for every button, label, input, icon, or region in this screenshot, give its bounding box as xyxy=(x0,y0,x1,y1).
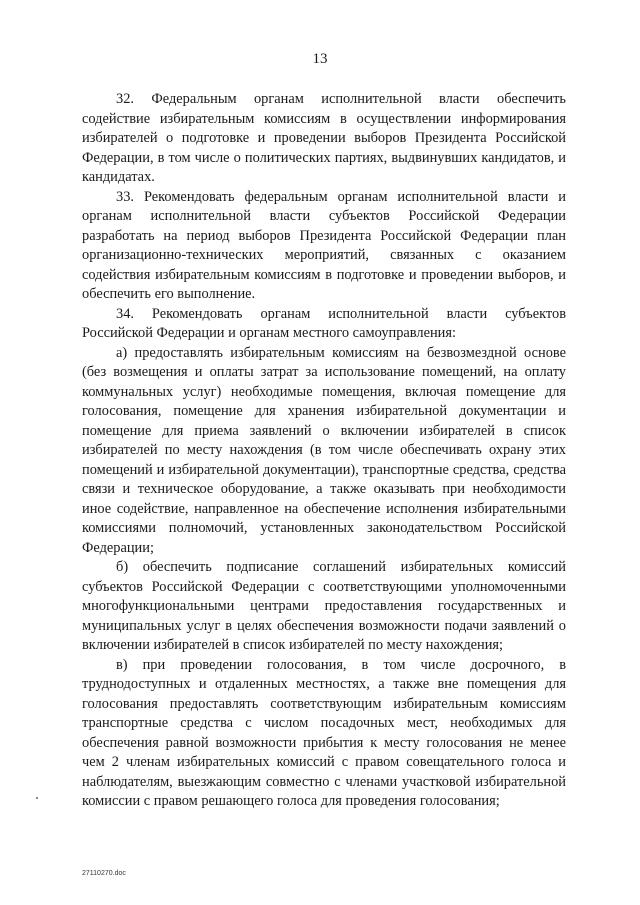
paragraph-34-v: в) при проведении голосования, в том числе досрочного, в труднодоступных и отдаленных местностях, а также вне помещения для голосования предоставлять соответствующим избирательным комиссиям транспортные средства с числом посадочных мест, необходимых для обеспечения равной возможности прибытия к месту голосования не менее чем 2 членам избирательных комиссий с правом совещательного голоса и наблюдателям, выезжающим совместно с членами участковой избирательной комиссии с правом решающего голоса для проведения голосования; xyxy=(82,656,566,809)
paragraph-34-a: а) предоставлять избирательным комиссиям на безвозмездной основе (без возмещения и оплаты затрат за использование помещений, на оплату коммунальных услуг) необходимые помещения, включая помещение для голосования, помещение для хранения избирательной документации и помещение для приема заявлений о включении избирателей в список избирателей по месту нахождения (в том числе обеспечивать охрану этих помещений и избирательной документации), транспортные средства, средства связи и техническое оборудование, а также оказывать при необходимости иное содействие, направленное на обеспечение исполнения избирательными комиссиями полномочий, установленных законодательством Российской Федерации; xyxy=(82,344,566,556)
file-name-footer: 27110270.doc xyxy=(82,870,126,877)
paragraph-33: 33. Рекомендовать федеральным органам исполнительной власти и органам исполнительной власти субъектов Российской Федерации разработать на период выборов Президента Российской Федерации план организационно-технических мероприятий, связанных с оказанием содействия избирательным комиссиям в подготовке и проведении выборов, и обеспечить его выполнение. xyxy=(82,188,566,302)
scan-mark xyxy=(36,797,38,799)
paragraph-34: 34. Рекомендовать органам исполнительной власти субъектов Российской Федерации и органам местного самоуправления: xyxy=(82,305,566,341)
paragraph-34-b: б) обеспечить подписание соглашений избирательных комиссий субъектов Российской Федерации с соответствующими уполномоченными многофункциональными центрами предоставления государственных и муниципальных услуг в целях обеспечения возможности подачи заявлений о включении избирателей в список избирателей по месту нахождения; xyxy=(82,559,566,653)
paragraph-32: 32. Федеральным органам исполнительной власти обеспечить содействие избирательным комиссиям в осуществлении информирования избирателей о подготовке и проведении выборов Президента Российской Федерации, в том числе о политических партиях, выдвинувших кандидатов, и кандидатах. xyxy=(82,91,566,185)
document-body xyxy=(82,90,566,812)
page-number: 13 xyxy=(312,51,328,67)
